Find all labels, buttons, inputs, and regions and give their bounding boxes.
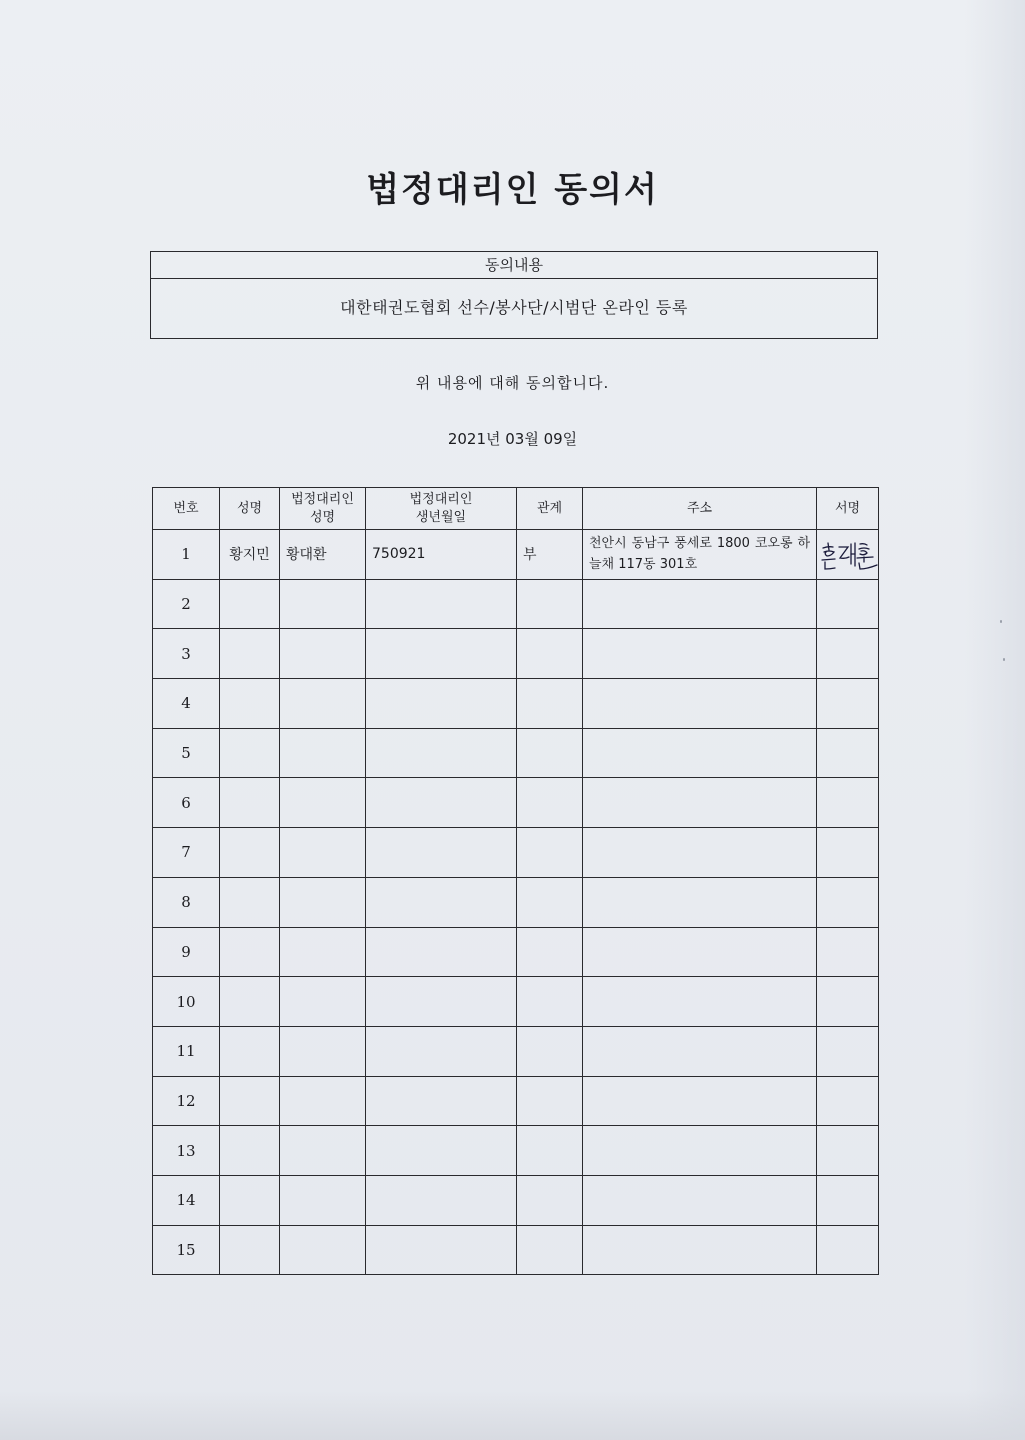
guardian-name-cell (280, 778, 366, 828)
relation-cell (517, 877, 583, 927)
address-cell: 천안시 동남구 풍세로 1800 코오롱 하늘채 117동 301호 (583, 530, 817, 580)
relation-cell (517, 1225, 583, 1275)
signature-cell (817, 1175, 879, 1225)
guardian-name-cell (280, 579, 366, 629)
guardian-birth-cell (366, 977, 517, 1027)
name-cell (220, 629, 280, 679)
relation-cell (517, 778, 583, 828)
name-cell (220, 579, 280, 629)
name-cell (220, 1126, 280, 1176)
guardian-name-cell (280, 1076, 366, 1126)
address-cell (583, 828, 817, 878)
header-number: 번호 (153, 488, 220, 530)
signature-cell (817, 977, 879, 1027)
row-number-cell: 6 (153, 778, 220, 828)
name-cell (220, 1026, 280, 1076)
signature-stroke (860, 544, 867, 545)
address-cell (583, 977, 817, 1027)
guardian-birth-cell (366, 629, 517, 679)
signature-cell (817, 927, 879, 977)
row-number-cell: 11 (153, 1026, 220, 1076)
table-row (153, 579, 879, 629)
guardian-name-cell (280, 629, 366, 679)
signature-cell (817, 778, 879, 828)
signature-stroke (859, 548, 869, 549)
handwritten-signature (819, 538, 881, 574)
row-number-cell: 9 (153, 927, 220, 977)
table-row (153, 530, 879, 580)
signature-stroke (839, 547, 849, 558)
signature-cell (817, 1225, 879, 1275)
guardian-birth-cell (366, 679, 517, 729)
document-title: 법정대리인 동의서 (366, 170, 659, 210)
signature-cell (817, 629, 879, 679)
table-row (153, 1126, 879, 1176)
relation-cell (517, 828, 583, 878)
guardian-name-cell (280, 679, 366, 729)
relation-cell (517, 1175, 583, 1225)
signature-stroke (824, 551, 834, 556)
name-cell (220, 1175, 280, 1225)
guardian-birth-cell (366, 927, 517, 977)
table-body (153, 530, 879, 1275)
guardian-name-cell (280, 1026, 366, 1076)
header-guardian-birth (366, 488, 517, 530)
relation-cell (517, 629, 583, 679)
address-cell (583, 1126, 817, 1176)
name-cell (220, 1076, 280, 1126)
row-number-cell: 10 (153, 977, 220, 1027)
relation-cell (517, 927, 583, 977)
signature-stroke (857, 557, 873, 558)
table-header-row (153, 488, 879, 530)
guardian-birth-cell (366, 728, 517, 778)
guardian-birth-cell (366, 1175, 517, 1225)
relation-cell (517, 1126, 583, 1176)
relation-cell (517, 679, 583, 729)
name-cell (220, 977, 280, 1027)
address-cell (583, 927, 817, 977)
address-cell (583, 679, 817, 729)
name-cell: 황지민 (220, 530, 280, 580)
row-number-cell: 7 (153, 828, 220, 878)
guardian-name-cell (280, 828, 366, 878)
header-guardian-name (280, 488, 366, 530)
row-number-cell: 15 (153, 1225, 220, 1275)
signature-cell (817, 728, 879, 778)
paper-edge-shadow (965, 0, 1025, 1440)
row-number-cell: 12 (153, 1076, 220, 1126)
paper-speck (1003, 658, 1005, 661)
guardian-birth-cell (366, 579, 517, 629)
address-cell (583, 728, 817, 778)
signature-cell (817, 530, 879, 580)
row-number-cell: 8 (153, 877, 220, 927)
guardian-name-cell (280, 1126, 366, 1176)
consent-box (150, 251, 878, 339)
name-cell (220, 828, 280, 878)
agreement-statement: 위 내용에 대해 동의합니다. (415, 374, 610, 392)
address-cell (583, 1026, 817, 1076)
table-row (153, 877, 879, 927)
row-number-cell: 3 (153, 629, 220, 679)
relation-cell (517, 1076, 583, 1126)
relation-cell (517, 579, 583, 629)
relation-cell (517, 1026, 583, 1076)
header-guardian-birth-line1: 법정대리인 (409, 491, 473, 507)
signature-cell (817, 579, 879, 629)
address-cell (583, 579, 817, 629)
guardian-roster-table (152, 487, 879, 1275)
relation-cell: 부 (517, 530, 583, 580)
name-cell (220, 728, 280, 778)
guardian-birth-cell (366, 1225, 517, 1275)
header-signature: 서명 (817, 488, 879, 530)
header-guardian-name-line1: 법정대리인 (291, 491, 354, 507)
name-cell (220, 1225, 280, 1275)
relation-cell (517, 977, 583, 1027)
header-guardian-birth-line2: 생년월일 (415, 509, 467, 525)
guardian-name-cell (280, 977, 366, 1027)
table-row (153, 977, 879, 1027)
header-relation: 관계 (517, 488, 583, 530)
name-cell (220, 778, 280, 828)
guardian-birth-cell (366, 877, 517, 927)
consent-header: 동의내용 (151, 252, 877, 279)
name-cell (220, 927, 280, 977)
table-row (153, 1175, 879, 1225)
paper-speck (1000, 620, 1002, 623)
row-number-cell: 1 (153, 530, 220, 580)
header-guardian-name-line2: 성명 (309, 509, 336, 525)
guardian-birth-cell (366, 1026, 517, 1076)
name-cell (220, 877, 280, 927)
table-row (153, 1076, 879, 1126)
table-row (153, 728, 879, 778)
signature-cell (817, 1076, 879, 1126)
signature-cell (817, 679, 879, 729)
table-row (153, 679, 879, 729)
address-cell (583, 1175, 817, 1225)
signature-stroke (859, 563, 877, 569)
table-row (153, 629, 879, 679)
guardian-birth-cell (366, 828, 517, 878)
row-number-cell: 14 (153, 1175, 220, 1225)
relation-cell (517, 728, 583, 778)
row-number-cell: 4 (153, 679, 220, 729)
signature-cell (817, 828, 879, 878)
table-row (153, 927, 879, 977)
guardian-name-cell (280, 877, 366, 927)
row-number-cell: 5 (153, 728, 220, 778)
guardian-name-cell (280, 1175, 366, 1225)
guardian-name-cell: 황대환 (280, 530, 366, 580)
table-row (153, 1225, 879, 1275)
signature-cell (817, 1126, 879, 1176)
guardian-birth-cell (366, 1076, 517, 1126)
guardian-birth-cell (366, 778, 517, 828)
table-row (153, 778, 879, 828)
consent-body: 대한태권도협회 선수/봉사단/시범단 온라인 등록 (340, 298, 688, 317)
table-row (153, 828, 879, 878)
signature-cell (817, 877, 879, 927)
address-cell (583, 629, 817, 679)
table-row (153, 1026, 879, 1076)
signature-stroke (822, 559, 835, 560)
guardian-name-cell (280, 927, 366, 977)
address-cell (583, 1076, 817, 1126)
signature-stroke (860, 551, 867, 555)
header-address: 주소 (583, 488, 817, 530)
address-cell (583, 778, 817, 828)
row-number-cell: 2 (153, 579, 220, 629)
row-number-cell: 13 (153, 1126, 220, 1176)
signature-cell (817, 1026, 879, 1076)
name-cell (220, 679, 280, 729)
address-cell (583, 877, 817, 927)
guardian-birth-cell (366, 1126, 517, 1176)
address-cell (583, 1225, 817, 1275)
paper-bottom-shadow (0, 1390, 1025, 1440)
guardian-name-cell (280, 1225, 366, 1275)
header-name: 성명 (220, 488, 280, 530)
consent-date: 2021년 03월 09일 (447, 430, 578, 448)
signature-stroke (828, 543, 829, 550)
guardian-birth-cell: 750921 (366, 530, 517, 580)
signature-stroke (825, 562, 835, 569)
guardian-name-cell (280, 728, 366, 778)
